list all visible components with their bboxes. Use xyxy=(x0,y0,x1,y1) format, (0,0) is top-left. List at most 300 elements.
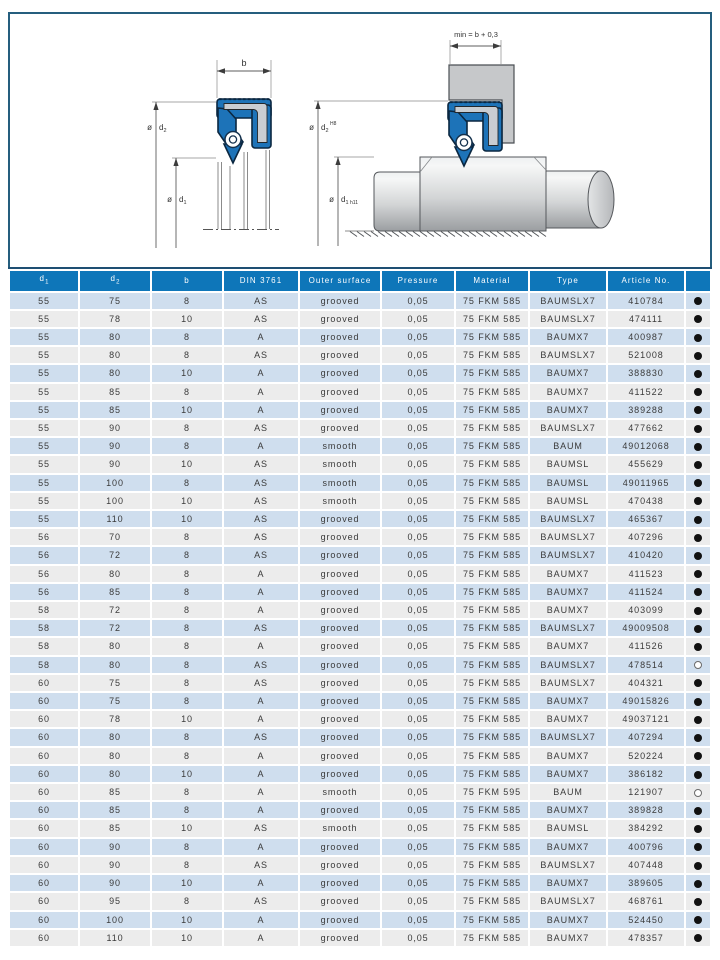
cell-b: 8 xyxy=(152,293,222,309)
cell-d2: 75 xyxy=(80,693,150,709)
table-row xyxy=(10,857,710,873)
cell-b: 10 xyxy=(152,930,222,946)
availability-cell xyxy=(686,912,710,928)
cell-article-no: 465367 xyxy=(608,511,684,527)
cell-din: AS xyxy=(224,820,298,836)
cell-material: 75 FKM 585 xyxy=(456,839,528,855)
cell-material: 75 FKM 585 xyxy=(456,711,528,727)
cell-material: 75 FKM 585 xyxy=(456,893,528,909)
dim-b-label: b xyxy=(241,58,247,68)
cell-b: 10 xyxy=(152,875,222,891)
cell-b: 10 xyxy=(152,912,222,928)
surface-hatching xyxy=(350,232,546,237)
cell-type: BAUMX7 xyxy=(530,584,606,600)
cell-outer-surface: grooved xyxy=(300,584,380,600)
cell-din: A xyxy=(224,566,298,582)
cell-outer-surface: smooth xyxy=(300,438,380,454)
availability-dot xyxy=(694,880,702,888)
table-row xyxy=(10,438,710,454)
availability-dot xyxy=(694,934,702,942)
cell-material: 75 FKM 585 xyxy=(456,347,528,363)
table-row xyxy=(10,293,710,309)
cell-type: BAUMSLX7 xyxy=(530,729,606,745)
availability-dot xyxy=(694,661,702,669)
cell-d2: 70 xyxy=(80,529,150,545)
table-row xyxy=(10,365,710,381)
cell-pressure: 0,05 xyxy=(382,657,454,673)
cell-outer-surface: grooved xyxy=(300,365,380,381)
cell-d1: 56 xyxy=(10,547,78,563)
cell-outer-surface: smooth xyxy=(300,493,380,509)
cell-b: 8 xyxy=(152,420,222,436)
cell-material: 75 FKM 585 xyxy=(456,729,528,745)
availability-dot xyxy=(694,352,702,360)
cell-article-no: 400796 xyxy=(608,839,684,855)
availability-cell xyxy=(686,347,710,363)
cell-d2: 110 xyxy=(80,930,150,946)
cell-pressure: 0,05 xyxy=(382,456,454,472)
cell-type: BAUM xyxy=(530,438,606,454)
cell-type: BAUMX7 xyxy=(530,602,606,618)
cell-material: 75 FKM 585 xyxy=(456,766,528,782)
cell-din: AS xyxy=(224,311,298,327)
installed-view xyxy=(309,30,614,246)
cell-material: 75 FKM 585 xyxy=(456,420,528,436)
cell-din: AS xyxy=(224,293,298,309)
availability-cell xyxy=(686,729,710,745)
availability-cell xyxy=(686,420,710,436)
availability-dot xyxy=(694,497,702,505)
availability-dot xyxy=(694,406,702,414)
cell-type: BAUMX7 xyxy=(530,329,606,345)
cell-outer-surface: grooved xyxy=(300,748,380,764)
cell-pressure: 0,05 xyxy=(382,311,454,327)
cell-d2: 72 xyxy=(80,602,150,618)
cell-material: 75 FKM 585 xyxy=(456,638,528,654)
cell-pressure: 0,05 xyxy=(382,493,454,509)
cell-din: AS xyxy=(224,857,298,873)
cell-b: 8 xyxy=(152,475,222,491)
cell-type: BAUMX7 xyxy=(530,930,606,946)
size-table xyxy=(8,267,712,948)
availability-dot xyxy=(694,552,702,560)
cell-type: BAUMSLX7 xyxy=(530,347,606,363)
availability-cell xyxy=(686,675,710,691)
table-row xyxy=(10,638,710,654)
availability-dot xyxy=(694,443,702,451)
availability-cell xyxy=(686,820,710,836)
cell-d2: 80 xyxy=(80,766,150,782)
cell-d2: 90 xyxy=(80,420,150,436)
cell-d1: 55 xyxy=(10,456,78,472)
cell-d2: 100 xyxy=(80,475,150,491)
col-header-b: b xyxy=(152,271,222,291)
cell-d1: 60 xyxy=(10,711,78,727)
table-row xyxy=(10,693,710,709)
cell-d2: 85 xyxy=(80,584,150,600)
cell-d1: 60 xyxy=(10,875,78,891)
cell-pressure: 0,05 xyxy=(382,566,454,582)
table-row xyxy=(10,566,710,582)
cell-din: AS xyxy=(224,511,298,527)
cell-d1: 60 xyxy=(10,766,78,782)
cell-d1: 58 xyxy=(10,602,78,618)
cell-article-no: 49012068 xyxy=(608,438,684,454)
cell-pressure: 0,05 xyxy=(382,784,454,800)
cell-b: 10 xyxy=(152,766,222,782)
dim-d2h8-phi: ø xyxy=(309,123,314,132)
cell-article-no: 410784 xyxy=(608,293,684,309)
cell-b: 8 xyxy=(152,620,222,636)
cell-d2: 80 xyxy=(80,638,150,654)
cell-b: 8 xyxy=(152,675,222,691)
availability-dot xyxy=(694,771,702,779)
cell-b: 8 xyxy=(152,857,222,873)
table-row xyxy=(10,893,710,909)
cell-d1: 55 xyxy=(10,420,78,436)
cell-outer-surface: grooved xyxy=(300,893,380,909)
cell-din: A xyxy=(224,384,298,400)
cell-outer-surface: grooved xyxy=(300,802,380,818)
table-header-row xyxy=(10,271,710,291)
cell-d1: 58 xyxy=(10,638,78,654)
cell-type: BAUMSLX7 xyxy=(530,657,606,673)
cell-article-no: 384292 xyxy=(608,820,684,836)
cell-pressure: 0,05 xyxy=(382,293,454,309)
cell-din: AS xyxy=(224,420,298,436)
availability-dot xyxy=(694,862,702,870)
cell-d2: 90 xyxy=(80,857,150,873)
cell-d1: 60 xyxy=(10,784,78,800)
cell-d2: 72 xyxy=(80,620,150,636)
cell-d2: 80 xyxy=(80,729,150,745)
availability-cell xyxy=(686,311,710,327)
cell-outer-surface: grooved xyxy=(300,293,380,309)
cell-type: BAUMX7 xyxy=(530,766,606,782)
availability-cell xyxy=(686,875,710,891)
col-header-type: Type xyxy=(530,271,606,291)
cell-outer-surface: smooth xyxy=(300,475,380,491)
table-row xyxy=(10,766,710,782)
cell-type: BAUMX7 xyxy=(530,802,606,818)
cell-pressure: 0,05 xyxy=(382,402,454,418)
cell-outer-surface: grooved xyxy=(300,402,380,418)
cell-article-no: 49011965 xyxy=(608,475,684,491)
cell-type: BAUMSLX7 xyxy=(530,547,606,563)
cell-material: 75 FKM 585 xyxy=(456,456,528,472)
cell-material: 75 FKM 585 xyxy=(456,293,528,309)
cell-outer-surface: grooved xyxy=(300,857,380,873)
cell-b: 8 xyxy=(152,347,222,363)
cell-d1: 60 xyxy=(10,729,78,745)
cell-d2: 72 xyxy=(80,547,150,563)
cell-d1: 55 xyxy=(10,402,78,418)
cell-article-no: 407296 xyxy=(608,529,684,545)
cell-d1: 56 xyxy=(10,566,78,582)
cell-outer-surface: grooved xyxy=(300,547,380,563)
cell-d1: 55 xyxy=(10,329,78,345)
seal-table-body xyxy=(10,293,710,946)
cell-b: 8 xyxy=(152,602,222,618)
cell-din: A xyxy=(224,839,298,855)
cell-d1: 60 xyxy=(10,748,78,764)
cell-d1: 55 xyxy=(10,475,78,491)
table-row xyxy=(10,620,710,636)
cell-outer-surface: grooved xyxy=(300,384,380,400)
cell-type: BAUMX7 xyxy=(530,402,606,418)
table-row xyxy=(10,912,710,928)
table-row xyxy=(10,802,710,818)
cell-type: BAUMX7 xyxy=(530,365,606,381)
availability-dot xyxy=(694,789,702,797)
cell-article-no: 386182 xyxy=(608,766,684,782)
cell-din: AS xyxy=(224,529,298,545)
cell-d2: 85 xyxy=(80,384,150,400)
availability-dot xyxy=(694,334,702,342)
cell-d2: 85 xyxy=(80,402,150,418)
availability-cell xyxy=(686,293,710,309)
cell-type: BAUMSLX7 xyxy=(530,511,606,527)
cell-b: 8 xyxy=(152,657,222,673)
cell-d2: 78 xyxy=(80,711,150,727)
cell-b: 8 xyxy=(152,584,222,600)
cell-din: A xyxy=(224,711,298,727)
cell-type: BAUMSLX7 xyxy=(530,311,606,327)
cell-din: A xyxy=(224,438,298,454)
availability-cell xyxy=(686,839,710,855)
dim-d1h11-phi: ø xyxy=(329,195,334,204)
cell-d1: 60 xyxy=(10,693,78,709)
cell-outer-surface: grooved xyxy=(300,329,380,345)
cell-type: BAUMSL xyxy=(530,493,606,509)
cell-din: A xyxy=(224,748,298,764)
cell-din: AS xyxy=(224,675,298,691)
cell-outer-surface: grooved xyxy=(300,602,380,618)
cell-type: BAUMSL xyxy=(530,456,606,472)
cell-material: 75 FKM 585 xyxy=(456,693,528,709)
cell-b: 8 xyxy=(152,529,222,545)
cell-article-no: 477662 xyxy=(608,420,684,436)
cell-outer-surface: grooved xyxy=(300,875,380,891)
cell-pressure: 0,05 xyxy=(382,839,454,855)
cell-article-no: 411524 xyxy=(608,584,684,600)
cell-article-no: 470438 xyxy=(608,493,684,509)
cell-article-no: 404321 xyxy=(608,675,684,691)
table-row xyxy=(10,311,710,327)
dim-d2-phi: ø xyxy=(147,123,152,132)
cell-b: 8 xyxy=(152,839,222,855)
dim-d1-label: $d_1$ xyxy=(179,195,187,206)
cell-d2: 85 xyxy=(80,802,150,818)
availability-cell xyxy=(686,547,710,563)
cell-d2: 75 xyxy=(80,293,150,309)
availability-dot xyxy=(694,679,702,687)
availability-dot xyxy=(694,734,702,742)
cell-article-no: 407294 xyxy=(608,729,684,745)
cell-pressure: 0,05 xyxy=(382,930,454,946)
availability-dot xyxy=(694,534,702,542)
cell-outer-surface: grooved xyxy=(300,930,380,946)
cell-material: 75 FKM 585 xyxy=(456,529,528,545)
cell-material: 75 FKM 585 xyxy=(456,748,528,764)
cell-b: 8 xyxy=(152,748,222,764)
availability-dot xyxy=(694,479,702,487)
table-row xyxy=(10,748,710,764)
cell-d2: 80 xyxy=(80,748,150,764)
availability-cell xyxy=(686,566,710,582)
cell-type: BAUMSLX7 xyxy=(530,293,606,309)
dim-d2h8-label: $d_2^{H8}$ xyxy=(321,121,337,134)
cell-d2: 75 xyxy=(80,675,150,691)
cell-b: 8 xyxy=(152,384,222,400)
cell-din: AS xyxy=(224,456,298,472)
cell-material: 75 FKM 585 xyxy=(456,402,528,418)
cell-material: 75 FKM 585 xyxy=(456,602,528,618)
cell-b: 10 xyxy=(152,493,222,509)
availability-dot xyxy=(694,698,702,706)
cell-article-no: 49015826 xyxy=(608,693,684,709)
cell-outer-surface: grooved xyxy=(300,729,380,745)
cell-b: 8 xyxy=(152,802,222,818)
cell-outer-surface: grooved xyxy=(300,529,380,545)
availability-dot xyxy=(694,916,702,924)
cell-b: 8 xyxy=(152,329,222,345)
cell-pressure: 0,05 xyxy=(382,638,454,654)
availability-cell xyxy=(686,329,710,345)
cell-type: BAUMSL xyxy=(530,820,606,836)
cell-d1: 60 xyxy=(10,820,78,836)
cell-din: AS xyxy=(224,657,298,673)
cell-pressure: 0,05 xyxy=(382,329,454,345)
cell-pressure: 0,05 xyxy=(382,602,454,618)
cell-article-no: 411526 xyxy=(608,638,684,654)
availability-dot xyxy=(694,898,702,906)
dim-d1-phi: ø xyxy=(167,195,172,204)
cell-material: 75 FKM 585 xyxy=(456,329,528,345)
col-header-outer-surface: Outer surface xyxy=(300,271,380,291)
cell-article-no: 468761 xyxy=(608,893,684,909)
cell-pressure: 0,05 xyxy=(382,711,454,727)
cell-material: 75 FKM 585 xyxy=(456,566,528,582)
col-header-d2: $d_2$ xyxy=(80,271,150,291)
availability-cell xyxy=(686,493,710,509)
availability-dot xyxy=(694,807,702,815)
cell-pressure: 0,05 xyxy=(382,347,454,363)
cell-pressure: 0,05 xyxy=(382,857,454,873)
table-row xyxy=(10,875,710,891)
cell-d2: 95 xyxy=(80,893,150,909)
cell-d2: 78 xyxy=(80,311,150,327)
cell-d2: 85 xyxy=(80,820,150,836)
cell-pressure: 0,05 xyxy=(382,675,454,691)
availability-cell xyxy=(686,584,710,600)
cell-pressure: 0,05 xyxy=(382,766,454,782)
cell-material: 75 FKM 585 xyxy=(456,493,528,509)
cell-din: AS xyxy=(224,547,298,563)
cell-d1: 60 xyxy=(10,930,78,946)
availability-cell xyxy=(686,384,710,400)
cell-outer-surface: grooved xyxy=(300,675,380,691)
availability-dot xyxy=(694,570,702,578)
cell-article-no: 49009508 xyxy=(608,620,684,636)
availability-dot xyxy=(694,315,702,323)
cell-din: A xyxy=(224,602,298,618)
cross-section-view xyxy=(147,58,279,248)
cell-type: BAUMSLX7 xyxy=(530,420,606,436)
cell-outer-surface: grooved xyxy=(300,711,380,727)
col-header-availability xyxy=(686,271,710,291)
table-row xyxy=(10,329,710,345)
cell-d1: 56 xyxy=(10,584,78,600)
table-row xyxy=(10,529,710,545)
cell-din: A xyxy=(224,784,298,800)
cell-outer-surface: grooved xyxy=(300,693,380,709)
cell-d1: 55 xyxy=(10,311,78,327)
availability-dot xyxy=(694,825,702,833)
cell-din: AS xyxy=(224,893,298,909)
cell-article-no: 389828 xyxy=(608,802,684,818)
dim-min-label: min = b + 0,3 xyxy=(454,30,498,39)
cell-pressure: 0,05 xyxy=(382,912,454,928)
cell-type: BAUMSLX7 xyxy=(530,857,606,873)
cell-din: A xyxy=(224,638,298,654)
cell-d2: 100 xyxy=(80,912,150,928)
table-row xyxy=(10,602,710,618)
cell-article-no: 400987 xyxy=(608,329,684,345)
table-row xyxy=(10,420,710,436)
cell-outer-surface: grooved xyxy=(300,638,380,654)
availability-cell xyxy=(686,438,710,454)
table-row xyxy=(10,657,710,673)
cell-din: AS xyxy=(224,729,298,745)
cell-pressure: 0,05 xyxy=(382,584,454,600)
cell-d1: 55 xyxy=(10,438,78,454)
cell-article-no: 403099 xyxy=(608,602,684,618)
cell-material: 75 FKM 585 xyxy=(456,857,528,873)
cell-d2: 90 xyxy=(80,875,150,891)
cell-din: A xyxy=(224,930,298,946)
cell-d1: 56 xyxy=(10,529,78,545)
cell-d2: 80 xyxy=(80,365,150,381)
cell-article-no: 121907 xyxy=(608,784,684,800)
cell-material: 75 FKM 585 xyxy=(456,584,528,600)
col-header-article-no: Article No. xyxy=(608,271,684,291)
cell-material: 75 FKM 585 xyxy=(456,311,528,327)
cell-pressure: 0,05 xyxy=(382,620,454,636)
cell-din: A xyxy=(224,402,298,418)
cell-d1: 55 xyxy=(10,347,78,363)
cell-din: AS xyxy=(224,475,298,491)
table-row xyxy=(10,711,710,727)
availability-dot xyxy=(694,588,702,596)
cell-article-no: 410420 xyxy=(608,547,684,563)
cell-material: 75 FKM 585 xyxy=(456,475,528,491)
table-row xyxy=(10,475,710,491)
cell-type: BAUMSLX7 xyxy=(530,620,606,636)
cell-b: 8 xyxy=(152,784,222,800)
cell-outer-surface: grooved xyxy=(300,566,380,582)
cell-d2: 80 xyxy=(80,347,150,363)
table-row xyxy=(10,930,710,946)
cell-type: BAUMSLX7 xyxy=(530,675,606,691)
cell-b: 10 xyxy=(152,311,222,327)
availability-cell xyxy=(686,529,710,545)
cell-pressure: 0,05 xyxy=(382,893,454,909)
cell-din: A xyxy=(224,365,298,381)
cell-pressure: 0,05 xyxy=(382,511,454,527)
availability-cell xyxy=(686,402,710,418)
cell-type: BAUMX7 xyxy=(530,693,606,709)
